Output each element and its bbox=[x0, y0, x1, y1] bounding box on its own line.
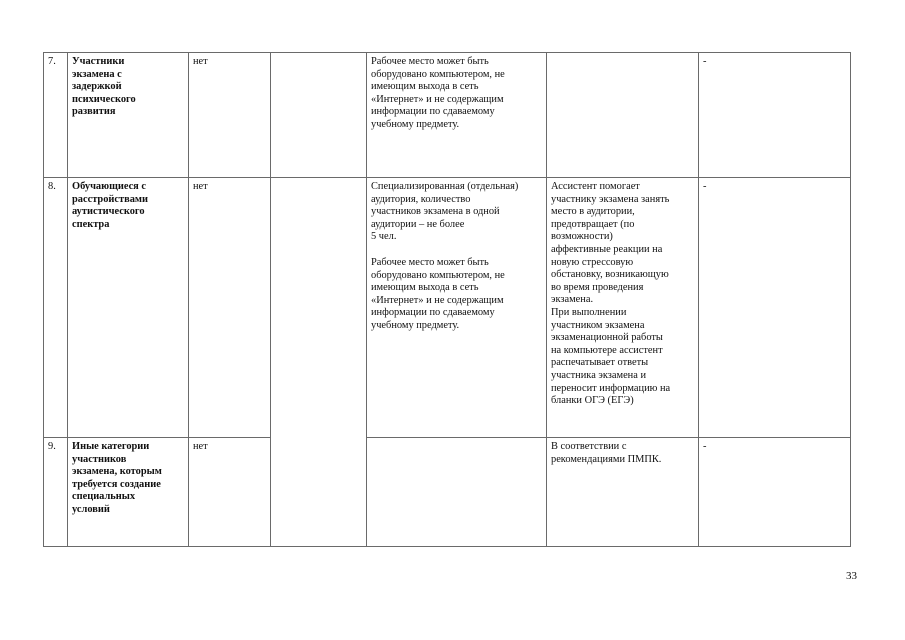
row-number: 7. bbox=[44, 53, 68, 178]
dash-cell: - bbox=[699, 53, 851, 178]
flag-cell: нет bbox=[189, 178, 271, 438]
category-cell bbox=[68, 178, 189, 438]
assistant-cell bbox=[547, 178, 699, 438]
flag-cell: нет bbox=[189, 438, 271, 547]
category-text: Обучающиеся с расстройствами аутистического спектра bbox=[72, 181, 148, 230]
category-text: Иные категории участников экзамена, которым требуется создание специальных условий bbox=[72, 441, 162, 515]
empty-cell bbox=[271, 178, 367, 547]
page-number: 33 bbox=[846, 570, 857, 582]
assistant-text: В соответствии с рекомендациями ПМПК. bbox=[551, 441, 662, 465]
assistant-cell bbox=[547, 53, 699, 178]
workplace-text: Рабочее место может быть оборудовано компьютером, не имеющим выхода в сеть «Интернет» и не содержащим информации по сдаваемому учебному предмету. bbox=[371, 256, 505, 331]
category-cell bbox=[68, 53, 189, 178]
row-number: 8. bbox=[44, 178, 68, 438]
dash-cell: - bbox=[699, 438, 851, 547]
row-number: 9. bbox=[44, 438, 68, 547]
assistant-text: Ассистент помогает участнику экзамена занять место в аудитории, предотвращает (по возможности) аффективные реакции на новую стрессовую обстановку, возникающую во время проведения экзамена. При выполнении участником экзамена экзаменационной работы на компьютере ассистент распечатывает ответы участника экзамена и переносит информацию на бланки ОГЭ (ЕГЭ) bbox=[551, 181, 671, 407]
category-text: Участники экзамена с задержкой психического развития bbox=[72, 56, 136, 118]
category-cell bbox=[68, 438, 189, 547]
dash-cell: - bbox=[699, 178, 851, 438]
table-row bbox=[44, 438, 851, 547]
auditorium-text: Специализированная (отдельная) аудитория, количество участников экзамена в одной аудитории – не более 5 чел. bbox=[371, 181, 519, 243]
workplace-text: Рабочее место может быть оборудовано компьютером, не имеющим выхода в сеть «Интернет» и не содержащим информации по сдаваемому учебному предмету. bbox=[371, 56, 505, 130]
flag-cell: нет bbox=[189, 53, 271, 178]
special-conditions-table bbox=[43, 52, 851, 547]
empty-cell bbox=[271, 53, 367, 178]
workplace-cell bbox=[367, 438, 547, 547]
table-row bbox=[44, 53, 851, 178]
assistant-cell bbox=[547, 438, 699, 547]
table-row bbox=[44, 178, 851, 438]
workplace-cell bbox=[367, 53, 547, 178]
workplace-cell bbox=[367, 178, 547, 438]
